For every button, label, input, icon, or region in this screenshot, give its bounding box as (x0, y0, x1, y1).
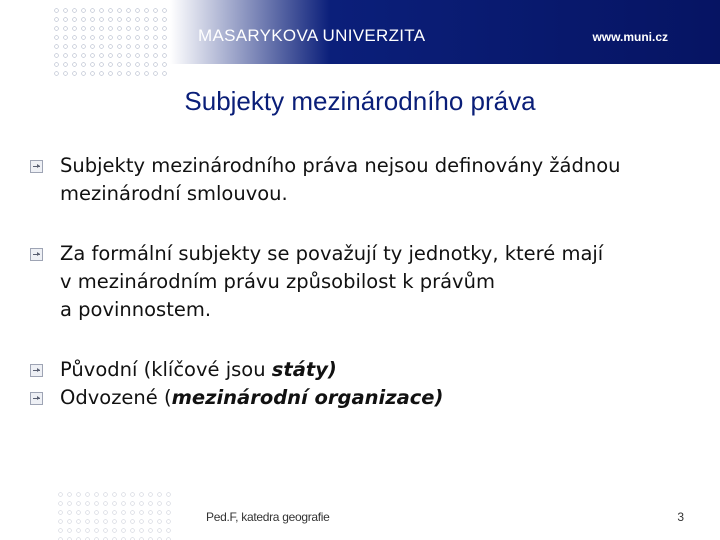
slide-title: Subjekty mezinárodního práva (184, 86, 536, 116)
footer-text: Ped.F, katedra geografie (206, 510, 330, 524)
bullet-text-line: a povinnostem. (60, 298, 212, 321)
bullet-text: Původní (klíčové jsou (60, 358, 272, 381)
website-link[interactable]: www.muni.cz (592, 30, 668, 44)
bullet-text: Odvozené ( (60, 386, 172, 409)
arrow-box-bullet-icon (30, 248, 43, 261)
bullet-item (30, 152, 710, 208)
bullet-emphasis: státy) (271, 358, 337, 381)
bullet-text-line: Za formální subjekty se považují ty jednotky, které mají (60, 242, 604, 265)
bullet-text-line: mezinárodní smlouvou. (60, 182, 288, 205)
bullet-text-line: v mezinárodním právu způsobilost k právům (60, 270, 495, 293)
bullet-item (30, 384, 710, 412)
bullet-item (30, 240, 710, 324)
bullet-list (30, 152, 710, 412)
arrow-box-bullet-icon (30, 392, 43, 405)
page-number: 3 (677, 510, 684, 524)
arrow-box-bullet-icon (30, 160, 43, 173)
bullet-text-line: Subjekty mezinárodního práva nejsou definovány žádnou (60, 154, 621, 177)
dot-pattern-decoration (56, 490, 174, 540)
arrow-box-bullet-icon (30, 364, 43, 377)
dot-pattern-decoration (52, 6, 170, 78)
bullet-emphasis: mezinárodní organizace) (171, 386, 444, 409)
bullet-item (30, 356, 710, 384)
university-name: MASARYKOVA UNIVERZITA (198, 26, 426, 45)
